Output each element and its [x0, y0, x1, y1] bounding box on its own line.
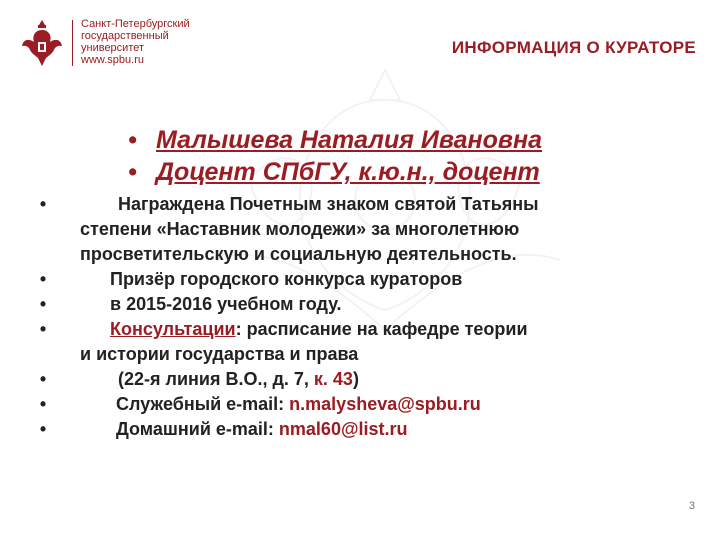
prize-item: [40, 267, 690, 292]
home-email-item: [40, 417, 690, 442]
curator-name: [128, 124, 542, 156]
consultation-text: : расписание на кафедре теории: [235, 319, 528, 339]
prize-line-2: в 2015-2016 учебном году.: [110, 294, 342, 314]
address-prefix: (22-я линия В.О., д. 7,: [118, 369, 314, 389]
work-email-link[interactable]: n.malysheva@spbu.ru: [289, 394, 481, 414]
home-email-label: Домашний e-mail:: [116, 419, 279, 439]
curator-name-text: Малышева Наталия Ивановна: [156, 126, 543, 154]
bullet: •: [39, 319, 47, 339]
curator-headline: [128, 124, 542, 188]
award-item: [40, 192, 690, 217]
bullet: •: [128, 126, 137, 154]
logo-divider: [72, 20, 73, 66]
page-title: ИНФОРМАЦИЯ О КУРАТОРЕ: [451, 38, 696, 57]
curator-info-list: [40, 192, 690, 442]
home-email-line: [80, 417, 690, 442]
work-email-label: Служебный e-mail:: [116, 394, 290, 414]
work-email-item: [40, 392, 690, 417]
consultation-line-2: и истории государства и права: [80, 344, 359, 364]
bullet: •: [39, 419, 47, 439]
logo-line-1: Санкт-Петербургский: [81, 18, 190, 30]
logo-website-link[interactable]: www.spbu.ru: [81, 54, 144, 66]
bullet: •: [39, 194, 47, 214]
consultation-label: Консультации: [110, 319, 236, 339]
consultation-item: [40, 317, 690, 342]
logo-line-3: университет: [81, 42, 145, 54]
prize-line-1: Призёр городского конкурса кураторов: [110, 269, 463, 289]
consultation-item-cont: [40, 342, 690, 367]
logo-text: [81, 18, 190, 66]
award-line-3: просветительскую и социальную деятельность.: [80, 244, 517, 264]
award-item-cont-2: [40, 242, 690, 267]
bullet: •: [39, 294, 47, 314]
page-number: 3: [688, 500, 695, 512]
university-logo[interactable]: [20, 18, 190, 70]
work-email-line: [80, 392, 690, 417]
award-line-2: степени «Наставник молодежи» за многолетнюю: [80, 219, 520, 239]
logo-line-2: государственный: [81, 30, 169, 42]
bullet: •: [128, 158, 137, 186]
home-email-link[interactable]: nmal60@list.ru: [278, 419, 408, 439]
bullet: •: [39, 369, 47, 389]
curator-position-text: Доцент СПбГУ, к.ю.н., доцент: [156, 158, 540, 186]
address-suffix: ): [352, 369, 359, 389]
prize-year-item: [40, 292, 690, 317]
curator-position: [128, 156, 542, 188]
address-line: [80, 367, 690, 392]
coat-of-arms-icon: [20, 18, 64, 70]
award-item-cont-1: [40, 217, 690, 242]
bullet: •: [39, 269, 47, 289]
room-number: к. 43: [313, 369, 353, 389]
address-item: [40, 367, 690, 392]
bullet: •: [39, 394, 47, 414]
award-line-1: Награждена Почетным знаком святой Татьяны: [118, 194, 539, 214]
consultation-line: [80, 317, 690, 342]
